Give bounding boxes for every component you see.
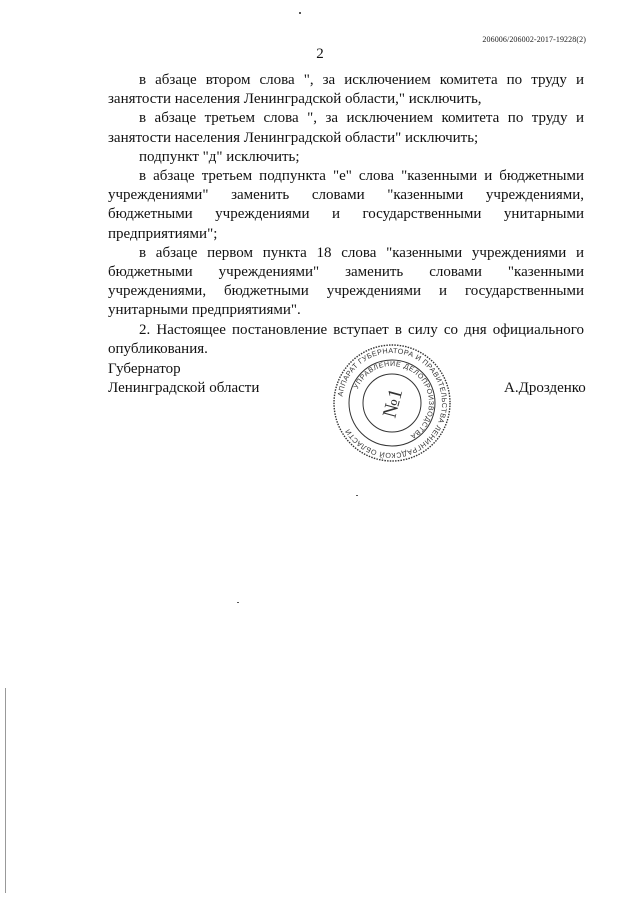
paragraph: в абзаце третьем подпункта "е" слова "казенными и бюджетными учреждениями" заменить словами "казенными учреждениями, бюджетными учреждениями и государственными унитарными предприятиями"; [108,168,584,242]
official-stamp [332,343,452,463]
stamp-inner-text: УПРАВЛЕНИЕ ДЕЛОПРОИЗВОДСТВА [352,360,435,440]
paragraph: в абзаце третьем слова ", за исключением комитета по труду и занятости населения Ленинградской области" исключить; [108,110,584,146]
stamp-outer-text: АППАРАТ ГУБЕРНАТОРА И ПРАВИТЕЛЬСТВА ЛЕНИНГРАДСКОЙ ОБЛАСТИ [335,345,450,461]
paragraph: подпункт "д" исключить; [139,148,300,165]
signature-block [108,360,259,398]
scan-speck [299,12,301,14]
document-body [108,71,584,359]
signatory-position: Губернатор [108,361,181,377]
paragraph: в абзаце первом пункта 18 слова "казенными учреждениями и бюджетными учреждениями" заменить словами "казенными учреждениями, бюджетными учреждениями и государственными унитарными предприятиями". [108,244,584,319]
stamp-number: №1 [378,386,408,421]
scan-edge-line [5,688,6,893]
signatory-region: Ленинградской области [108,380,260,397]
paragraph: в абзаце втором слова ", за исключением комитета по труду и занятости населения Ленинградской области," исключить, [108,72,584,108]
signatory-name: А.Дрозденко [504,380,586,396]
page-number: 2 [316,46,324,62]
scan-speck [237,602,239,603]
document-id: 206006/206002-2017-19228(2) [482,35,586,44]
paragraph: 2. Настоящее постановление вступает в силу со дня официального опубликования. [108,321,584,357]
scan-speck [356,495,358,496]
